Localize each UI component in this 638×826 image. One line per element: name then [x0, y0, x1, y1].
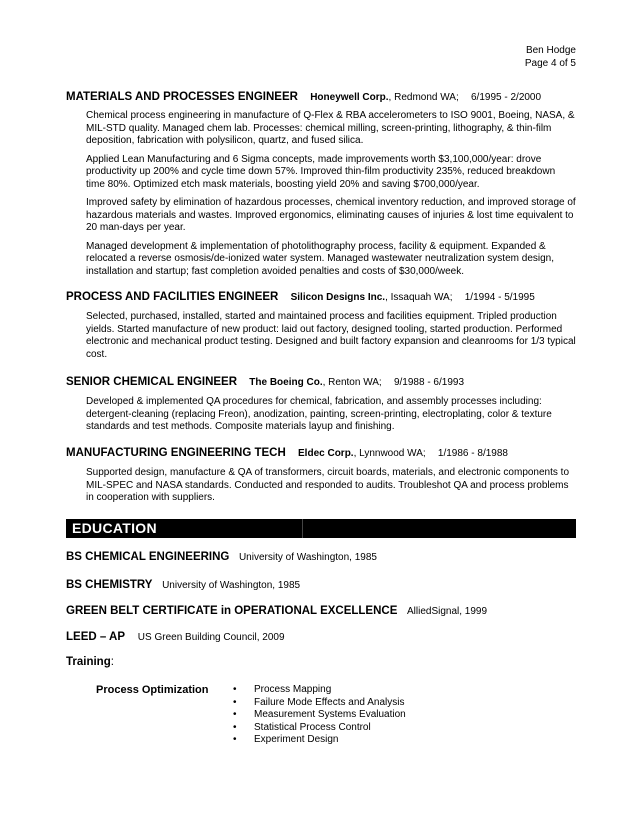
job-header [66, 90, 576, 105]
job-dates: 1/1994 - 5/1995 [464, 292, 535, 303]
job-header [66, 446, 576, 461]
list-item-text: Failure Mode Effects and Analysis [254, 696, 405, 708]
company-name: Silicon Designs Inc. [290, 292, 386, 303]
section-bar-divider [302, 519, 303, 538]
job-entry-boeing [66, 375, 576, 440]
degree-detail: University of Washington, 1985 [238, 552, 377, 563]
degree-detail: University of Washington, 1985 [162, 580, 301, 591]
degree-title: LEED – AP [66, 631, 126, 643]
degree-detail: AlliedSignal, 1999 [406, 606, 488, 617]
education-entry [66, 550, 377, 565]
list-item [233, 709, 406, 722]
training-colon: : [110, 656, 114, 668]
degree-title: GREEN BELT CERTIFICATE in OPERATIONAL EXCELLENCE [66, 605, 398, 617]
section-heading: EDUCATION [72, 520, 157, 536]
list-item-text: Measurement Systems Evaluation [254, 709, 406, 720]
list-item [233, 734, 406, 747]
section-bar-accent [66, 519, 69, 538]
job-description [86, 396, 576, 434]
job-dates: 1/1986 - 8/1988 [437, 448, 508, 459]
job-location: , Renton WA; [322, 377, 382, 388]
job-location: , Redmond WA; [388, 92, 459, 103]
job-paragraph: Applied Lean Manufacturing and 6 Sigma concepts, made improvements worth $3,100,000/year: drove productivity up 200% and cycle time down 57%. Improved thin-film productivity 235%, reduced breakdown time 80%. Optimized etch mask materials, boosting yield 20% and saving $700,000/year. [86, 153, 556, 190]
degree-detail: US Green Building Council, 2009 [137, 632, 285, 643]
job-entry-eldec [66, 446, 576, 511]
job-location: , Lynnwood WA; [353, 448, 426, 459]
job-description [86, 467, 576, 505]
education-section-bar [66, 519, 576, 538]
job-dates: 6/1995 - 2/2000 [471, 92, 542, 103]
job-paragraph: Supported design, manufacture & QA of transformers, circuit boards, materials, and electronic components to MIL-SPEC and NASA standards. Conducted and responded to audits. Troubleshot QA and process problems in cooperation with suppliers. [86, 467, 570, 503]
page-number: Page 4 of 5 [524, 58, 576, 69]
job-paragraph: Developed & implemented QA procedures for chemical, fabrication, and assembly processes including: detergent-cleaning (replacing Freon), anodization, painting, screen-printing, electroplating, color & texture standards and test methods. Composite materials layup and finishing. [86, 396, 552, 432]
job-title: MANUFACTURING ENGINEERING TECH [66, 447, 286, 459]
bullet-icon: • [233, 734, 237, 745]
job-entry-silicon-designs [66, 290, 576, 367]
job-description [86, 110, 576, 278]
list-item [233, 722, 406, 735]
training-list [233, 684, 406, 747]
education-entry [66, 604, 487, 619]
education-entry [66, 630, 285, 645]
degree-title: BS CHEMISTRY [66, 579, 153, 591]
job-header [66, 375, 576, 390]
training-label: Training [66, 656, 111, 668]
job-title: PROCESS AND FACILITIES ENGINEER [66, 291, 279, 303]
list-item-text: Statistical Process Control [254, 721, 371, 733]
list-item-text: Process Mapping [254, 684, 332, 695]
job-dates: 9/1988 - 6/1993 [393, 377, 465, 388]
bullet-icon: • [233, 709, 237, 720]
list-item [233, 684, 406, 697]
company-name: Honeywell Corp. [310, 92, 389, 103]
company-name: Eldec Corp. [298, 448, 354, 459]
education-entry [66, 578, 300, 593]
bullet-icon: • [233, 721, 237, 733]
list-item [233, 697, 406, 710]
training-group-title: Process Optimization [96, 684, 209, 696]
job-header [66, 290, 576, 305]
bullet-icon: • [233, 696, 237, 708]
list-item-text: Experiment Design [254, 734, 339, 745]
bullet-icon: • [233, 684, 237, 695]
company-name: The Boeing Co. [249, 377, 323, 388]
page-header [525, 44, 576, 70]
degree-title: BS CHEMICAL ENGINEERING [66, 551, 230, 563]
job-title: MATERIALS AND PROCESSES ENGINEER [66, 91, 298, 103]
job-paragraph: Chemical process engineering in manufacture of Q-Flex & RBA accelerometers to ISO 9001, Boeing, NASA, & MIL-STD quality. Managed chem lab. Processes: chemical milling, screen-printing, lithography, & thin-film deposition, fabrication with polysilicon, quartz, and fused silica. [86, 110, 575, 146]
job-paragraph: Managed development & implementation of photolithography process, facility & equipment. Expanded & relocated a reverse osmosis/de-ionized water system. Managed wastewater neutralization system design, installation and startup; fast completion avoided penalties and costs of $30,000/week. [86, 240, 554, 277]
author-name: Ben Hodge [525, 45, 576, 56]
job-title: SENIOR CHEMICAL ENGINEER [66, 376, 238, 388]
job-description [86, 311, 576, 361]
training-heading [66, 656, 114, 668]
job-location: , Issaquah WA; [385, 292, 453, 303]
job-paragraph: Selected, purchased, installed, started and maintained process and facilities equipment. Tripled production yields. Started manufacture of new product: laid out factory, designed tooling, started production. Performed electronic and mechanical product testing. Designed and built factory expansion and cleanrooms for 1/3 typical cost. [86, 311, 576, 360]
job-entry-honeywell [66, 90, 576, 284]
job-paragraph: Improved safety by elimination of hazardous processes, chemical inventory reduction, and improved storage of hazardous materials and wastes. Improved ergonomics, eliminating causes of injuries & lost time equivalent to 20 man-days per year. [86, 197, 576, 233]
